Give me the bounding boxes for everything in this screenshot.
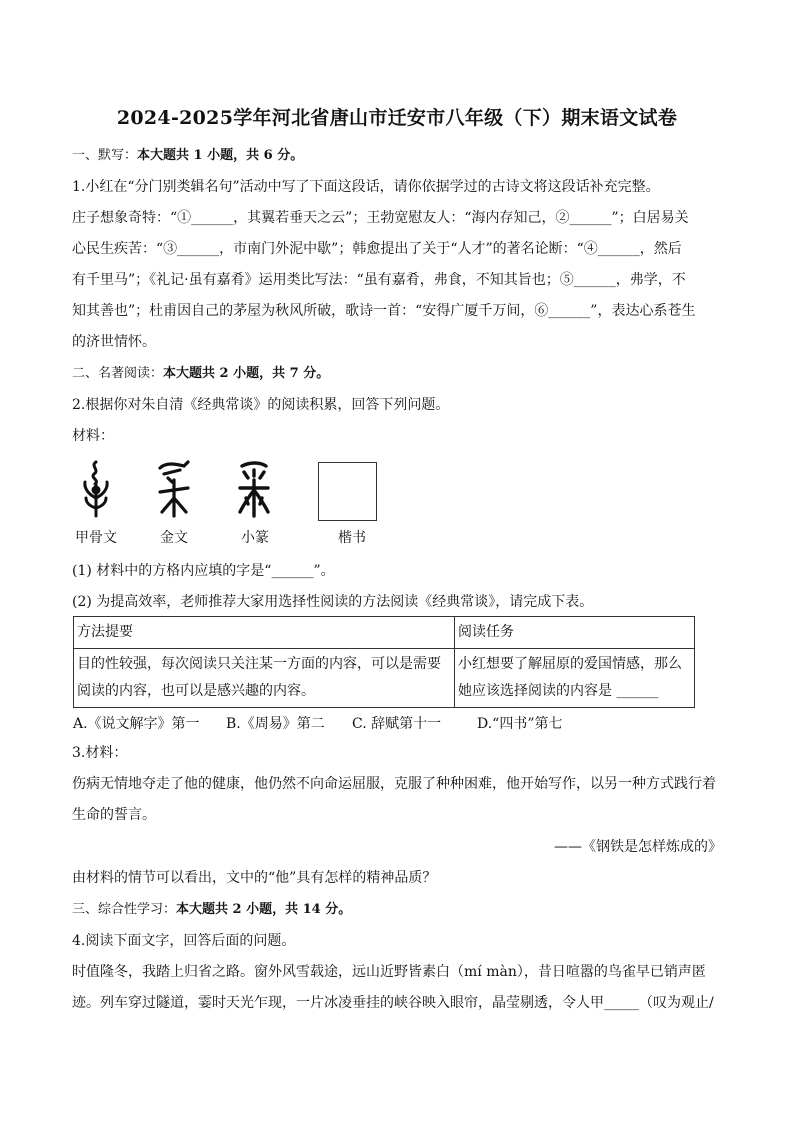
q2-stem: 2.根据你对朱自清《经典常谈》的阅读积累，回答下列问题。 [72,397,450,413]
table-cell-task-line-1: 小红想要了解屈原的爱国情感，那么 [458,656,682,672]
q3-source: ——《钢铁是怎样炼成的》 [554,839,722,855]
section-2-name: 二、名著阅读： [72,366,164,381]
section-3-heading [72,901,722,919]
q1-line-2: 心民生疾苦：“③______，市南门外泥中歇”；韩愈提出了关于“人才”的著名论断：“④______，然后 [72,241,682,257]
option-d: D.“四书”第七 [477,716,563,732]
section-1-name: 一、默写： [72,148,138,163]
q2-material-label: 材料： [72,428,114,444]
q1-line-1: 庄子想象奇特：“①______，其翼若垂天之云”；王勃宽慰友人：“海内存知己，②______”；白居易关 [72,210,689,226]
bronze-script-glyph-image [154,458,194,520]
section-2-heading [72,365,722,383]
q2-sub1: (1) 材料中的方格内应填的字是“______”。 [72,563,335,579]
section-1-desc: 本大题共 1 小题，共 6 分。 [137,148,304,163]
oracle-bone-glyph-image [76,458,116,520]
q1-stem: 1.小红在“分门别类辑名句”活动中写了下面这段话，请你依据学过的古诗文将这段话补充完整。 [72,179,660,195]
q4-stem: 4.阅读下面文字，回答后面的问题。 [72,933,296,949]
glyph-label-seal: 小篆 [241,530,269,546]
table-cell-task [455,649,695,708]
option-c: C. 辞赋第十一 [352,716,442,732]
table-header-task: 阅读任务 [455,617,695,649]
regular-script-answer-box [318,462,377,521]
q3-line-2: 生命的誓言。 [72,807,156,823]
glyph-label-oracle: 甲骨文 [75,530,117,546]
glyph-label-bronze: 金文 [160,530,188,546]
option-a: A.《说文解字》第一 [73,716,200,732]
reading-method-table [73,616,695,708]
glyph-label-regular: 楷书 [338,530,366,546]
q4-line-1: 时值隆冬，我踏上归省之路。窗外风雪载途，远山近野皆素白（mí màn），昔日喧嚣的鸟雀早已销声匿 [72,964,706,980]
section-3-name: 三、综合性学习： [72,902,177,917]
q4-line-2: 迹。列车穿过隧道，霎时天光乍现，一片冰凌垂挂的峡谷映入眼帘，晶莹剔透，令人甲_____（叹为观止/ [72,995,714,1011]
section-3-desc: 本大题共 2 小题，共 14 分。 [176,902,352,917]
q1-line-4: 知其善也”；杜甫因自己的茅屋为秋风所破，歌诗一首：“安得广厦千万间，⑥______”，表达心系苍生 [72,303,696,319]
table-header-row [74,617,695,649]
table-cell-task-line-2: 她应该选择阅读的内容是 ______ [458,683,659,699]
table-cell-method-line-1: 目的性较强，每次阅读只关注某一方面的内容，可以是需要 [77,656,441,672]
q3-stem: 3.材料： [72,745,128,761]
q3-line-1: 伤病无情地夺走了他的健康，他仍然不向命运屈服，克服了种种困难，他开始写作，以另一种方式践行着 [72,776,716,792]
table-cell-method-line-2: 阅读的内容，也可以是感兴趣的内容。 [77,683,315,699]
q1-line-3: 有千里马”；《礼记·虽有嘉肴》运用类比写法：“虽有嘉肴，弗食，不知其旨也；⑤______，弗学，不 [72,272,686,288]
table-cell-method [74,649,455,708]
exam-title: 2024-2025学年河北省唐山市迁安市八年级（下）期末语文试卷 [116,107,678,129]
option-b: B.《周易》第二 [226,716,325,732]
small-seal-glyph-image [234,458,274,520]
q1-line-5: 的济世情怀。 [72,334,156,350]
table-row [74,649,695,708]
section-2-desc: 本大题共 2 小题，共 7 分。 [163,366,330,381]
section-1-heading [72,147,722,165]
q3-question: 由材料的情节可以看出，文中的“他”具有怎样的精神品质？ [72,870,437,886]
q2-sub2: (2) 为提高效率，老师推荐大家用选择性阅读的方法阅读《经典常谈》，请完成下表。 [72,594,594,610]
table-header-method: 方法提要 [74,617,455,649]
